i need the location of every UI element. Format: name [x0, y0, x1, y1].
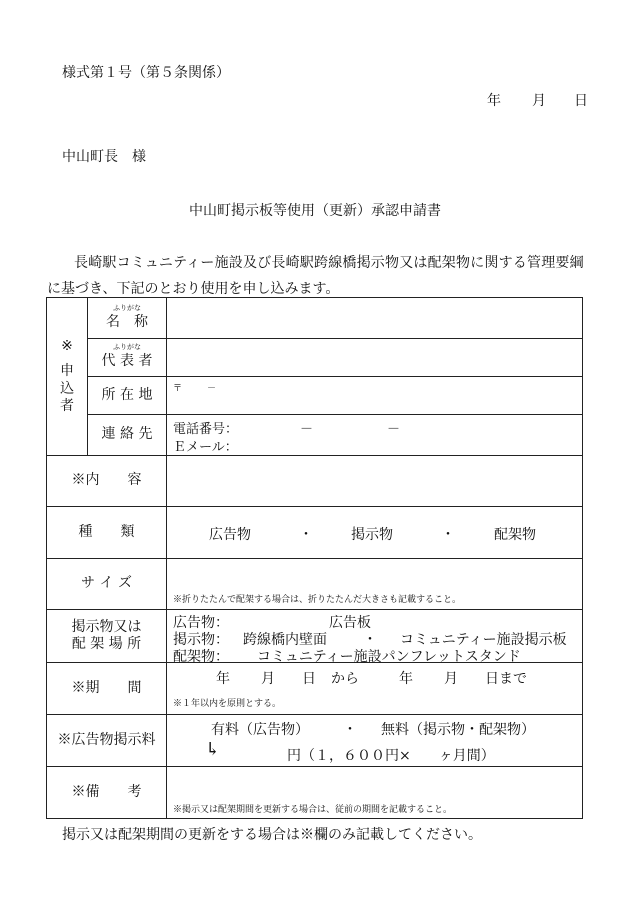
size-note: ※折りたたんで配架する場合は、折りたたんだ大きさも記載すること。: [173, 595, 462, 605]
intro-line-2: に基づき、下記のとおり使用を申し込みます。: [47, 281, 340, 297]
period-to-day: 日まで: [485, 671, 527, 687]
name-ruby: ふりがな: [113, 303, 141, 312]
type-option-rack[interactable]: 配架物: [494, 527, 536, 543]
fee-field: [167, 715, 583, 767]
location-options: [167, 610, 583, 663]
location-ad-billboard[interactable]: 広告板: [329, 615, 371, 631]
contact-field[interactable]: [167, 415, 583, 456]
date-day: 日: [574, 93, 588, 109]
postal-mark: 〒: [173, 384, 183, 394]
period-note: ※１年以内を原則とする。: [173, 699, 282, 709]
period-to-year: 年: [399, 671, 413, 687]
fee-amount[interactable]: 円（１，６００円× ヶ月間）: [287, 748, 495, 764]
name-label-cell: [88, 298, 167, 339]
period-to-month: 月: [444, 671, 458, 687]
period-from-month: 月: [261, 671, 275, 687]
arrow-icon: ↳: [205, 739, 221, 760]
fee-separator: ・: [343, 722, 357, 738]
representative-label: 代 表 者: [101, 353, 153, 370]
location-rack-prefix: 配架物：: [173, 649, 229, 665]
type-label: 種 類: [47, 507, 167, 559]
representative-field[interactable]: [167, 339, 583, 377]
footer-note: 掲示又は配架期間の更新をする場合は※欄のみ記載してください。: [62, 827, 482, 843]
applicant-char-1: 申: [60, 363, 74, 379]
size-label: サ イ ズ: [47, 559, 167, 610]
location-post-separator: ・: [363, 632, 377, 648]
period-from-year: 年: [216, 671, 230, 687]
content-field[interactable]: [167, 456, 583, 507]
location-label-line-1: 掲示物又は: [71, 618, 142, 635]
addressee: 中山町長 様: [62, 149, 146, 165]
applicant-mark: ※: [61, 337, 73, 354]
address-field[interactable]: [167, 377, 583, 415]
location-label: [47, 610, 167, 663]
address-label: 所 在 地: [88, 377, 167, 415]
fee-label: ※広告物掲示料: [47, 715, 167, 767]
location-rack-pamphlet-stand[interactable]: コミュニティー施設パンフレットスタンド: [257, 649, 521, 665]
contact-label: 連 絡 先: [88, 415, 167, 456]
location-post-community-board[interactable]: コミュニティー施設掲示板: [400, 632, 567, 648]
postal-dash: －: [207, 384, 217, 394]
location-label-line-2: 配 架 場 所: [71, 636, 142, 652]
phone-label: 電話番号：: [173, 422, 239, 437]
content-label: ※内 容: [47, 456, 167, 507]
remarks-field[interactable]: [167, 767, 583, 819]
period-from-suffix: から: [331, 671, 359, 687]
type-option-advertisement[interactable]: 広告物: [209, 527, 251, 543]
type-separator-2: ・: [441, 527, 455, 543]
name-field[interactable]: [167, 298, 583, 339]
size-field[interactable]: [167, 559, 583, 610]
period-from-day: 日: [302, 671, 316, 687]
representative-ruby: ふりがな: [113, 343, 141, 352]
type-option-notice[interactable]: 掲示物: [351, 527, 393, 543]
application-form-table: [46, 297, 583, 819]
period-label: ※期 間: [47, 663, 167, 715]
period-field[interactable]: [167, 663, 583, 715]
intro-line-1: 長崎駅コミュニティー施設及び長崎駅跨線橋掲示物又は配架物に関する管理要綱: [74, 255, 584, 271]
representative-label-cell: [88, 339, 167, 377]
location-post-bridge-wall[interactable]: 跨線橋内壁面: [243, 632, 327, 648]
phone-dash-1: －: [300, 422, 314, 437]
name-label: 名 称: [106, 313, 148, 330]
date-month: 月: [532, 93, 546, 109]
remarks-note: ※掲示又は配架期間を更新する場合は、従前の期間を記載すること。: [173, 805, 453, 815]
location-ad-prefix: 広告物：: [173, 615, 229, 631]
phone-dash-2: －: [387, 422, 401, 437]
remarks-label: ※備 考: [47, 767, 167, 819]
location-post-prefix: 掲示物：: [173, 632, 229, 648]
fee-option-paid[interactable]: 有料（広告物）: [211, 722, 309, 738]
applicant-char-3: 者: [60, 398, 74, 414]
applicant-group-label: [47, 298, 88, 456]
fee-option-free[interactable]: 無料（掲示物・配架物）: [381, 722, 535, 738]
document-title: 中山町掲示板等使用（更新）承認申請書: [189, 203, 441, 219]
type-separator-1: ・: [299, 527, 313, 543]
email-label: Ｅメール：: [173, 440, 238, 455]
form-number: 様式第１号（第５条関係）: [62, 65, 230, 81]
date-year: 年: [487, 93, 501, 109]
applicant-char-2: 込: [60, 380, 74, 397]
type-options: [167, 507, 583, 559]
